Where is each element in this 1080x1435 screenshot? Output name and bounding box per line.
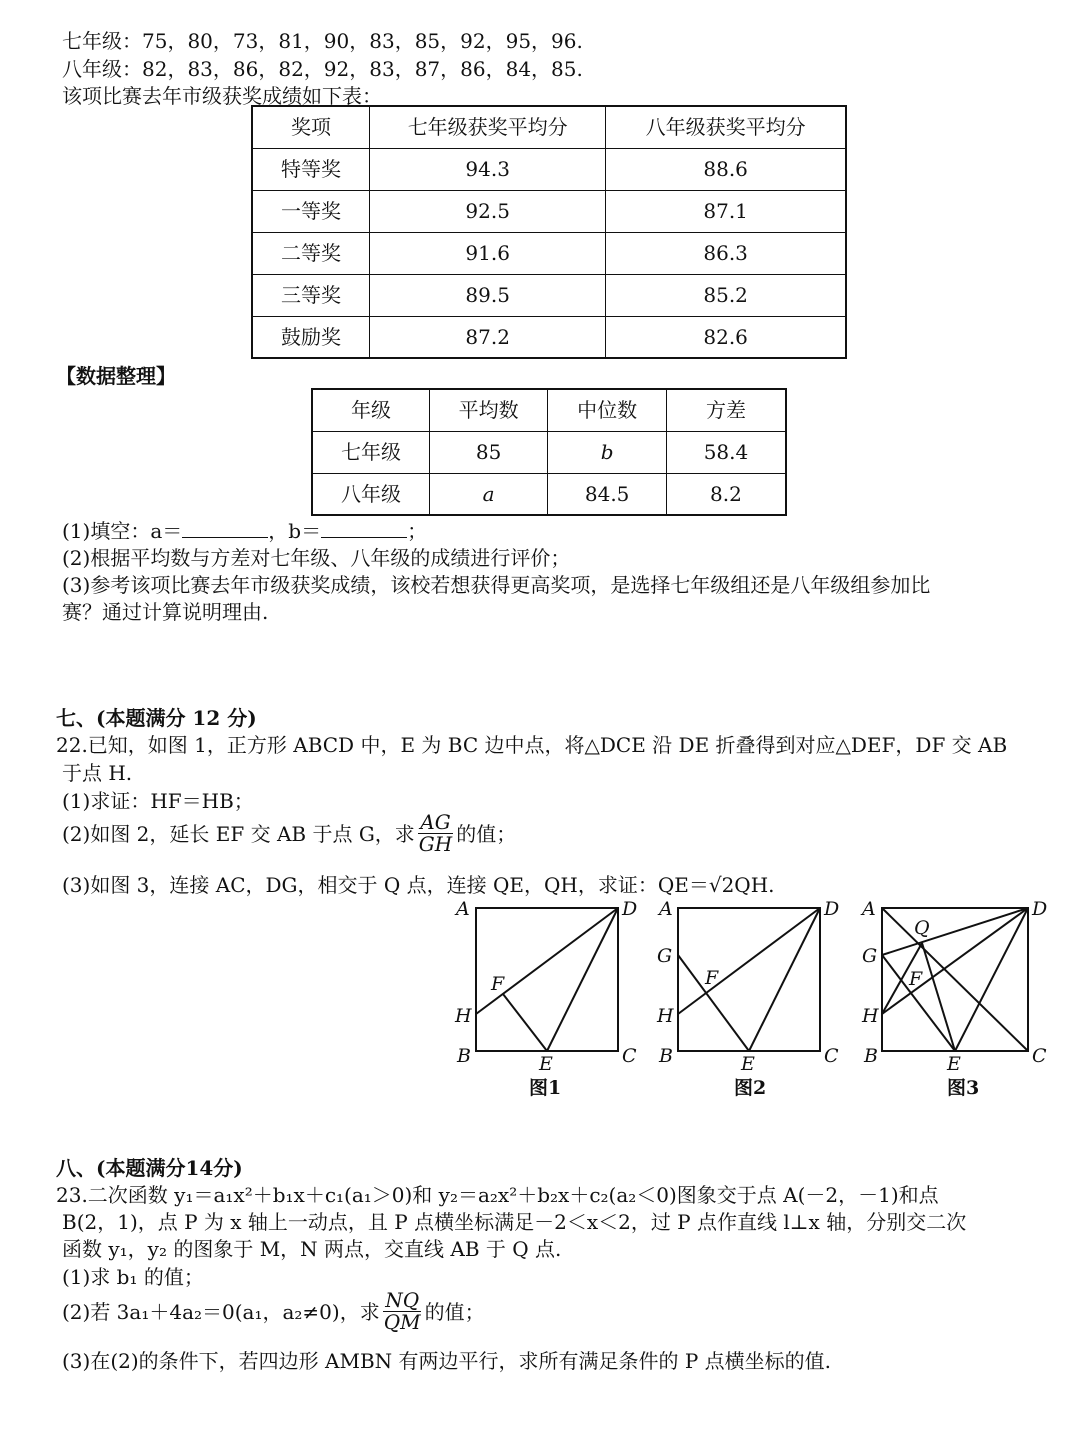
grade7-score-cell: 91.6 — [370, 232, 606, 274]
grade8-score-cell: 85.2 — [606, 274, 846, 316]
fig2-label-c: C — [824, 1045, 839, 1067]
q23-part1: (1)求 b₁ 的值； — [62, 1265, 204, 1289]
fig3-label-d: D — [1032, 898, 1048, 920]
fig3-label-h: H — [862, 1005, 879, 1027]
q23-line3: 函数 y₁，y₂ 的图象于 M，N 两点，交直线 AB 于 Q 点. — [62, 1237, 562, 1261]
figure-2-line-de — [749, 908, 820, 1051]
table-row — [252, 190, 846, 232]
table-intro: 该项比赛去年市级获奖成绩如下表： — [62, 84, 382, 108]
figure-1-line-ef — [503, 994, 547, 1051]
q22-part3: (3)如图 3，连接 AC，DG，相交于 Q 点，连接 QE，QH，求证：QE＝√2QH. — [62, 873, 775, 897]
grade8-score-cell: 88.6 — [606, 148, 846, 190]
award-name-cell: 鼓励奖 — [252, 316, 370, 358]
figure-3-line-de — [955, 908, 1028, 1051]
award-name-cell: 特等奖 — [252, 148, 370, 190]
grade7-score-cell: 94.3 — [370, 148, 606, 190]
fraction-denominator: QM — [383, 1310, 421, 1334]
figure-3-line-qe — [922, 943, 955, 1051]
fig3-label-a: A — [862, 898, 876, 920]
q22-part2-end: 的值； — [456, 821, 517, 846]
stats-table — [311, 388, 787, 516]
mean-cell: a — [429, 473, 547, 515]
q21-part1-b-label: ，b＝ — [268, 519, 322, 543]
fig3-label-c: C — [1032, 1045, 1047, 1067]
q21-part1-end: ； — [407, 519, 428, 543]
fig2-label-d: D — [824, 898, 840, 920]
award-header-cell: 七年级获奖平均分 — [370, 106, 606, 148]
q21-part3-line1: (3)参考该项比赛去年市级获奖成绩，该校若想获得更高奖项，是选择七年级组还是八年级组参加比 — [62, 573, 931, 597]
figure-3-line-dg — [882, 908, 1028, 955]
grade8-score-cell: 87.1 — [606, 190, 846, 232]
table-row — [252, 316, 846, 358]
fig2-label-b: B — [659, 1045, 673, 1067]
stats-header-cell: 中位数 — [548, 389, 667, 431]
grade7-score-cell: 92.5 — [370, 190, 606, 232]
fig1-label-e: E — [539, 1053, 553, 1075]
fig3-label-q: Q — [914, 917, 930, 939]
fig1-label-f: F — [491, 973, 505, 995]
fig1-label-a: A — [456, 898, 470, 920]
fig1-label-d: D — [622, 898, 638, 920]
data-section-title: 【数据整理】 — [56, 364, 176, 388]
mean-cell: 85 — [429, 431, 547, 473]
figure-2-line-dh — [678, 908, 820, 1014]
grade8-score-cell: 82.6 — [606, 316, 846, 358]
stats-header-cell: 方差 — [666, 389, 786, 431]
fig2-label-h: H — [657, 1005, 674, 1027]
fig2-label-f: F — [705, 967, 719, 989]
fig3-label-f: F — [909, 968, 923, 990]
figure-2-caption: 图2 — [734, 1077, 767, 1099]
figure-3-drawing — [882, 908, 1028, 1051]
award-name-cell: 一等奖 — [252, 190, 370, 232]
fig1-label-h: H — [455, 1005, 472, 1027]
fig3-label-b: B — [864, 1045, 878, 1067]
award-header-cell: 八年级获奖平均分 — [606, 106, 846, 148]
figure-1-line-dh — [476, 908, 618, 1014]
fig3-label-e: E — [947, 1053, 961, 1075]
q23-part2-end: 的值； — [424, 1299, 485, 1324]
table-row — [252, 148, 846, 190]
q23-line2: B(2，1)，点 P 为 x 轴上一动点，且 P 点横坐标满足－2＜x＜2，过 P 点作直线 l⊥x 轴，分别交二次 — [62, 1210, 967, 1234]
fig3-label-g: G — [862, 945, 878, 967]
grade-cell: 七年级 — [312, 431, 429, 473]
stats-header-cell: 年级 — [312, 389, 429, 431]
figure-2-drawing — [678, 908, 820, 1051]
figure-3-caption: 图3 — [947, 1077, 980, 1099]
q21-part2: (2)根据平均数与方差对七年级、八年级的成绩进行评价； — [62, 546, 571, 570]
fig2-label-a: A — [659, 898, 673, 920]
variance-cell: 58.4 — [666, 431, 786, 473]
award-table-header-row — [252, 106, 846, 148]
table-row — [252, 232, 846, 274]
grade7-scores: 七年级：75，80，73，81，90，83，85，92，95，96. — [62, 29, 583, 53]
q23-part3: (3)在(2)的条件下，若四边形 AMBN 有两边平行，求所有满足条件的 P 点横坐标的值. — [62, 1349, 832, 1373]
figure-1-line-de — [547, 908, 618, 1051]
median-cell: b — [548, 431, 667, 473]
q22-part2 — [62, 812, 516, 855]
q23-part2 — [62, 1290, 485, 1333]
fraction-denominator: GH — [418, 832, 453, 856]
section7-title: 七、(本题满分 12 分) — [56, 706, 257, 730]
q22-line1: 22.已知，如图 1，正方形 ABCD 中，E 为 BC 边中点，将△DCE 沿 DE 折叠得到对应△DEF，DF 交 AB — [56, 733, 1008, 757]
award-header-cell: 奖项 — [252, 106, 370, 148]
median-cell: 84.5 — [548, 473, 667, 515]
q22-part2-text: (2)如图 2，延长 EF 交 AB 于点 G，求 — [62, 821, 415, 846]
variance-cell: 8.2 — [666, 473, 786, 515]
q21-part1 — [62, 517, 427, 544]
award-name-cell: 二等奖 — [252, 232, 370, 274]
grade7-score-cell: 87.2 — [370, 316, 606, 358]
grade7-score-cell: 89.5 — [370, 274, 606, 316]
answer-blank-a[interactable] — [182, 517, 268, 538]
award-table — [251, 105, 847, 359]
fig1-label-c: C — [622, 1045, 637, 1067]
award-name-cell: 三等奖 — [252, 274, 370, 316]
grade8-scores: 八年级：82，83，86，82，92，83，87，86，84，85. — [62, 57, 583, 81]
figure-1-caption: 图1 — [529, 1077, 562, 1099]
figure-2-square — [678, 908, 820, 1051]
q21-part3-line2: 赛？通过计算说明理由. — [62, 600, 269, 624]
fig1-label-b: B — [457, 1045, 471, 1067]
fig2-label-g: G — [657, 945, 673, 967]
table-row — [252, 274, 846, 316]
table-row — [312, 431, 786, 473]
grade8-score-cell: 86.3 — [606, 232, 846, 274]
q21-part1-a-label: (1)填空：a＝ — [62, 519, 183, 543]
q23-line1: 23.二次函数 y₁＝a₁x²＋b₁x＋c₁(a₁＞0)和 y₂＝a₂x²＋b₂x＋c₂(a₂＜0)图象交于点 A(－2，－1)和点 — [56, 1183, 939, 1207]
q22-line2: 于点 H. — [62, 761, 133, 785]
stats-table-header-row — [312, 389, 786, 431]
fraction-ag-gh — [417, 812, 454, 855]
answer-blank-b[interactable] — [321, 517, 407, 538]
grade-cell: 八年级 — [312, 473, 429, 515]
figure-3-line-dh — [882, 908, 1028, 1014]
section8-title: 八、(本题满分14分) — [56, 1156, 243, 1180]
fraction-numerator: AG — [420, 810, 451, 834]
fraction-nq-qm — [382, 1290, 423, 1333]
fig2-label-e: E — [741, 1053, 755, 1075]
figure-3-line-ac — [882, 908, 1028, 1051]
geometry-figures — [440, 895, 1060, 1105]
q22-part1: (1)求证：HF＝HB； — [62, 789, 254, 813]
fraction-numerator: NQ — [385, 1288, 420, 1312]
q23-part2-text: (2)若 3a₁＋4a₂＝0(a₁，a₂≠0)，求 — [62, 1299, 380, 1324]
stats-header-cell: 平均数 — [429, 389, 547, 431]
table-row — [312, 473, 786, 515]
